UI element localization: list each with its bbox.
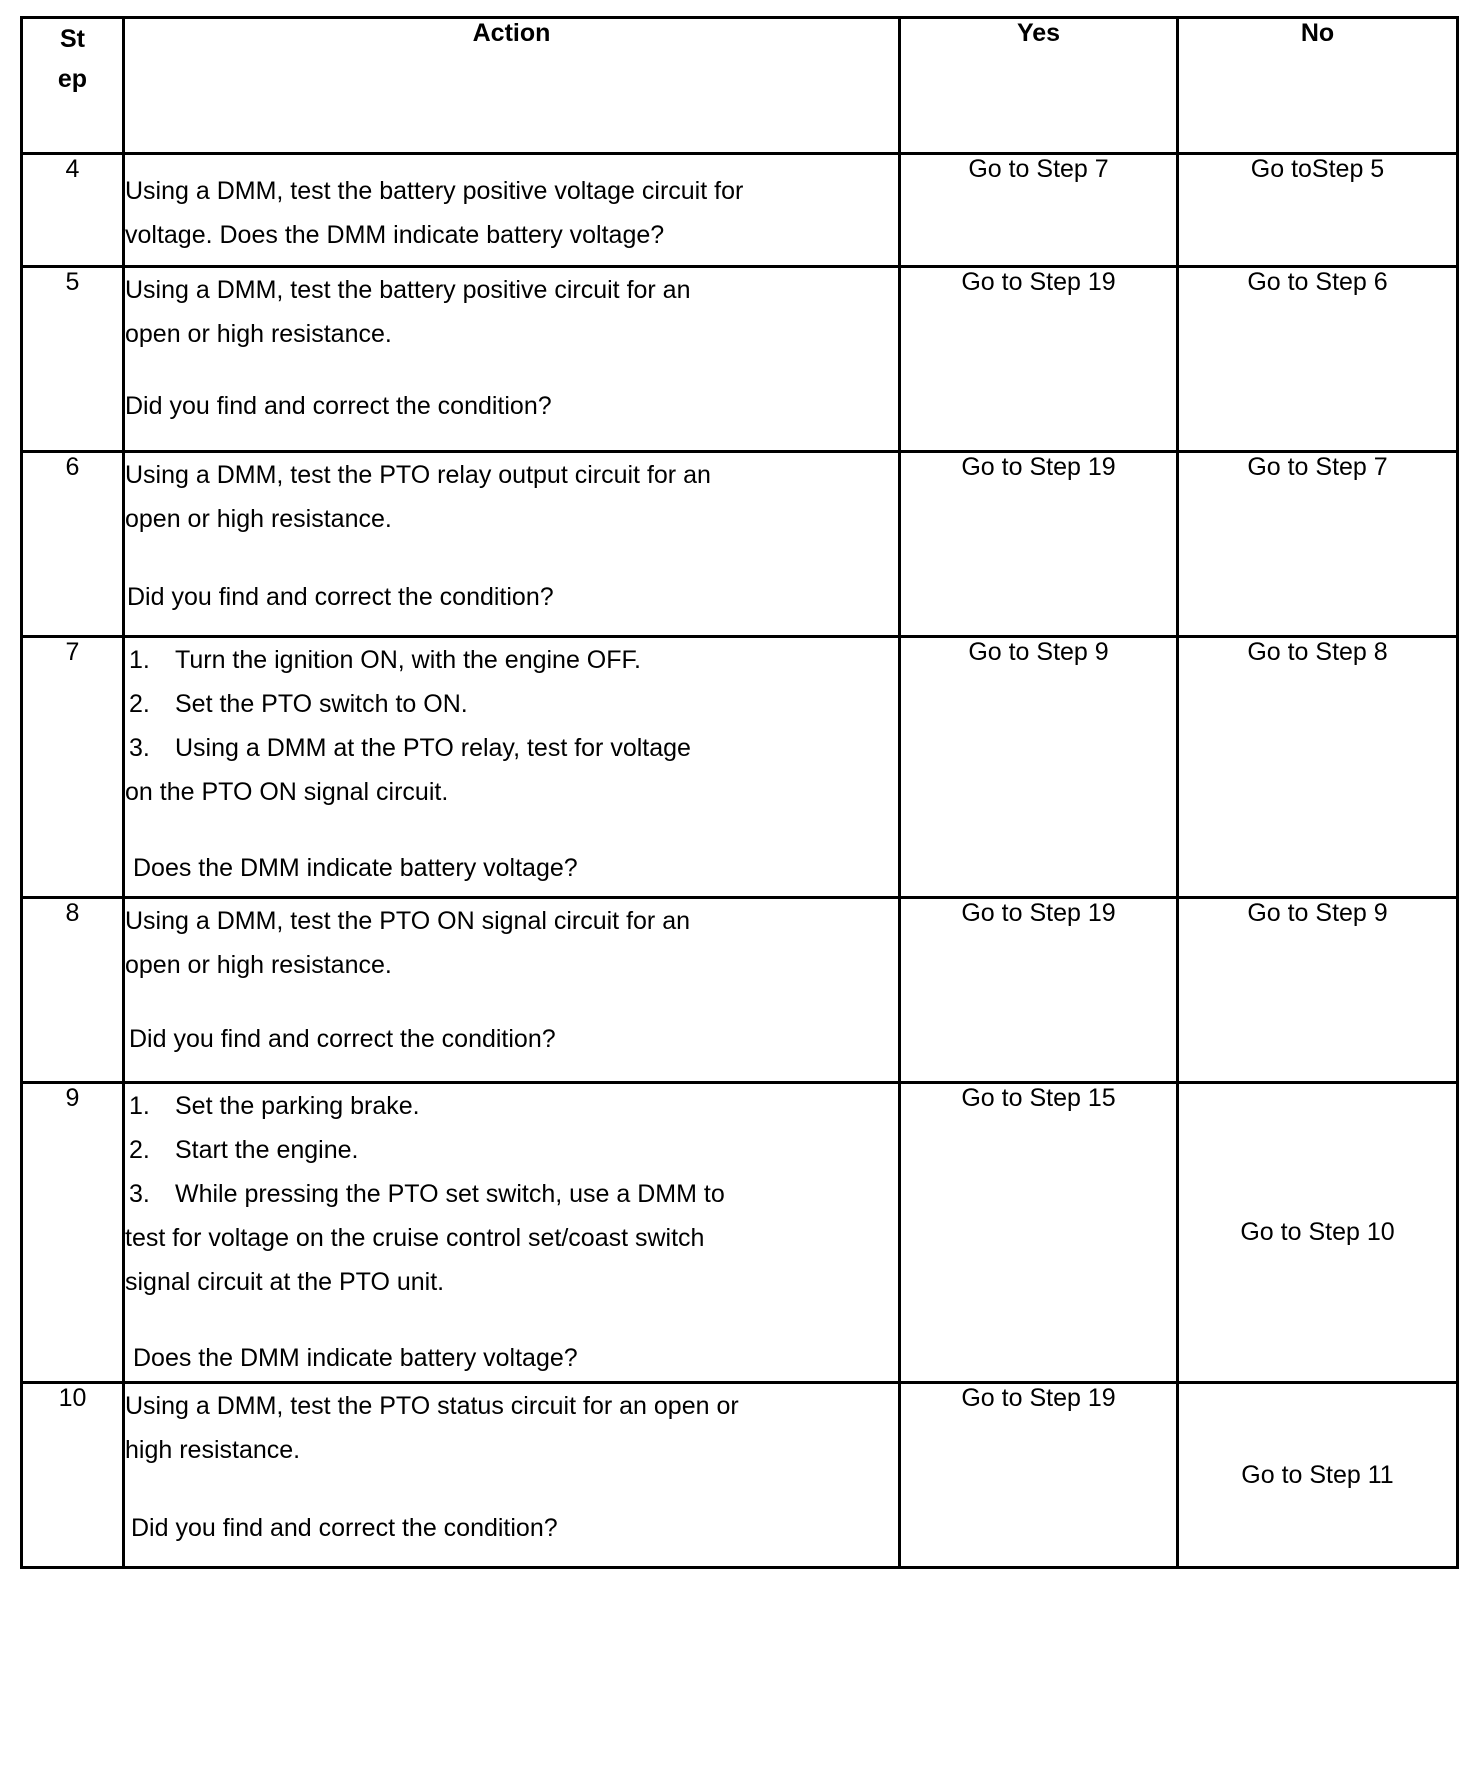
action-cell — [124, 637, 900, 898]
list-text: Turn the ignition ON, with the engine OFF. — [175, 646, 641, 674]
step-number: 8 — [22, 898, 124, 1083]
list-item — [125, 726, 898, 770]
header-step-line2: ep — [57, 65, 88, 93]
action-text: Using a DMM, test the battery positive voltage circuit for — [125, 177, 744, 205]
step-number: 5 — [22, 267, 124, 452]
list-number: 2. — [129, 690, 150, 718]
list-text: Set the parking brake. — [175, 1092, 420, 1120]
step-number: 6 — [22, 452, 124, 637]
no-result: Go to Step 8 — [1178, 637, 1458, 898]
list-number: 1. — [129, 1092, 150, 1120]
action-cell — [124, 1083, 900, 1383]
action-question: Does the DMM indicate battery voltage? — [133, 1344, 578, 1372]
header-row — [22, 18, 1458, 154]
header-step-line1: St — [60, 25, 85, 53]
yes-result: Go to Step 19 — [900, 1383, 1178, 1568]
diagnostic-table — [20, 16, 1459, 1569]
table-row — [22, 154, 1458, 267]
action-question: Did you find and correct the condition? — [131, 1514, 558, 1542]
action-cell — [124, 898, 900, 1083]
step-number: 4 — [22, 154, 124, 267]
list-item — [125, 1084, 898, 1128]
action-cell — [124, 452, 900, 637]
list-text: While pressing the PTO set switch, use a DMM to — [175, 1180, 725, 1208]
no-result: Go to Step 10 — [1178, 1083, 1458, 1383]
action-text: signal circuit at the PTO unit. — [125, 1268, 445, 1296]
table-row — [22, 1083, 1458, 1383]
header-action: Action — [124, 18, 900, 154]
action-question: Did you find and correct the condition? — [127, 583, 554, 611]
table-row — [22, 1383, 1458, 1568]
table-row — [22, 452, 1458, 637]
table-row — [22, 267, 1458, 452]
no-result: Go to Step 7 — [1178, 452, 1458, 637]
yes-result: Go to Step 19 — [900, 898, 1178, 1083]
action-steps-list — [125, 1084, 898, 1216]
no-result: Go to Step 11 — [1178, 1383, 1458, 1568]
action-text: Using a DMM, test the PTO ON signal circuit for an — [125, 907, 691, 935]
action-question: Did you find and correct the condition? — [129, 1025, 556, 1053]
action-text: Using a DMM, test the PTO relay output circuit for an — [125, 461, 711, 489]
action-text: open or high resistance. — [125, 951, 392, 979]
action-cell — [124, 1383, 900, 1568]
action-text: on the PTO ON signal circuit. — [125, 778, 449, 806]
step-number: 9 — [22, 1083, 124, 1383]
action-text: Using a DMM, test the PTO status circuit for an open or — [125, 1392, 739, 1420]
header-no: No — [1178, 18, 1458, 154]
table-body — [22, 154, 1458, 1568]
no-result: Go to Step 9 — [1178, 898, 1458, 1083]
header-step — [22, 18, 124, 154]
action-question: Does the DMM indicate battery voltage? — [133, 854, 578, 882]
action-cell — [124, 267, 900, 452]
list-text: Start the engine. — [175, 1136, 359, 1164]
action-text: voltage. Does the DMM indicate battery voltage? — [125, 221, 665, 249]
list-text: Using a DMM at the PTO relay, test for voltage — [175, 734, 691, 762]
yes-result: Go to Step 9 — [900, 637, 1178, 898]
list-item — [125, 1128, 898, 1172]
step-number: 7 — [22, 637, 124, 898]
step-number: 10 — [22, 1383, 124, 1568]
header-yes: Yes — [900, 18, 1178, 154]
action-cell — [124, 154, 900, 267]
list-number: 2. — [129, 1136, 150, 1164]
table-row — [22, 637, 1458, 898]
action-text: Using a DMM, test the battery positive circuit for an — [125, 276, 691, 304]
yes-result: Go to Step 19 — [900, 267, 1178, 452]
list-item — [125, 682, 898, 726]
action-text: test for voltage on the cruise control set/coast switch — [125, 1224, 705, 1252]
list-item — [125, 1172, 898, 1216]
list-number: 3. — [129, 734, 150, 762]
list-text: Set the PTO switch to ON. — [175, 690, 468, 718]
list-number: 1. — [129, 646, 150, 674]
yes-result: Go to Step 7 — [900, 154, 1178, 267]
action-text: open or high resistance. — [125, 320, 392, 348]
list-item — [125, 638, 898, 682]
no-result: Go toStep 5 — [1178, 154, 1458, 267]
action-text: open or high resistance. — [125, 505, 392, 533]
list-number: 3. — [129, 1180, 150, 1208]
no-result: Go to Step 6 — [1178, 267, 1458, 452]
action-steps-list — [125, 638, 898, 770]
action-question: Did you find and correct the condition? — [125, 392, 552, 420]
yes-result: Go to Step 19 — [900, 452, 1178, 637]
yes-result: Go to Step 15 — [900, 1083, 1178, 1383]
table-header — [22, 18, 1458, 154]
table-row — [22, 898, 1458, 1083]
action-text: high resistance. — [125, 1436, 301, 1464]
